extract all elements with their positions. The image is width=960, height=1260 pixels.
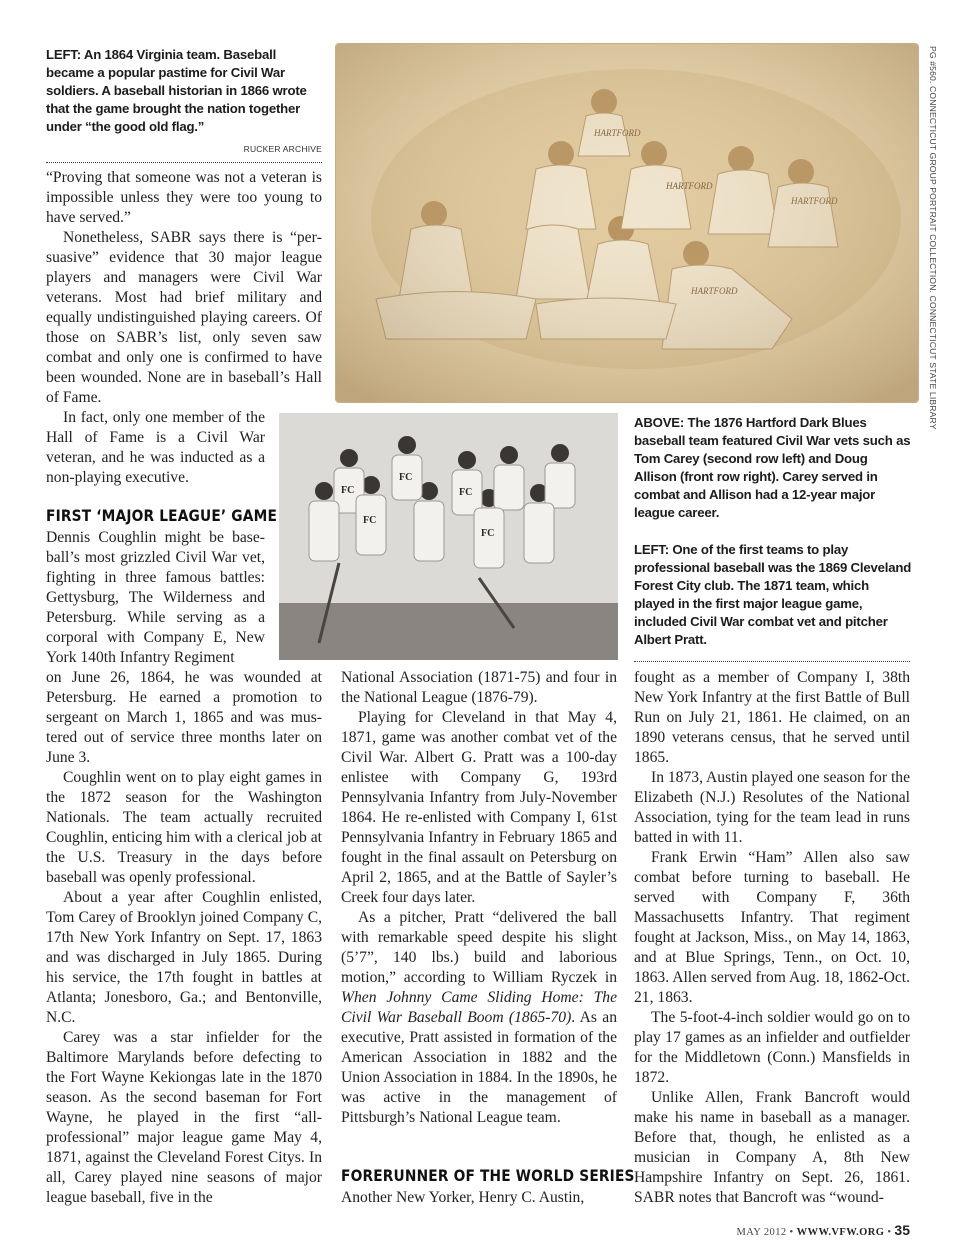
heading-forerunner-world-series: FORERUNNER OF THE WORLD SERIES (341, 1166, 635, 1185)
site-url[interactable]: WWW.VFW.ORG (796, 1227, 885, 1238)
cleveland-photo-art (279, 413, 618, 660)
jersey-monogram: FC (341, 485, 355, 496)
paragraph: Another New Yorker, Henry C. Austin, (341, 1189, 585, 1206)
paragraph: on June 26, 1864, he was wounded at Petersburg. He earned a promotion to sergeant on March 1, 1865 and was mustered out of service three months later on June 3. (46, 669, 322, 766)
caption-cleveland: LEFT: One of the first teams to play professional baseball was the 1869 Cleveland Forest City club. The 1871 team, which played in the first major league game, included Civil War combat vet and pitcher Albert Pratt. (634, 542, 912, 647)
paragraph: Playing for Cleveland in that May 4, 1871, game was another combat vet of the Civil War. Albert G. Pratt was a 100-day enlistee with Company G, 193rd Pennsylvania Infantry from July-November 1864. He re-enlisted with Company I, 61st Pennsylvania Infantry in February 1865 and fought in the final assault on Petersburg on April 2, 1865, and at the Battle of Sayler’s Creek four days later. (341, 709, 617, 906)
cleveland-team-photo (279, 413, 618, 660)
page-number: 35 (894, 1222, 910, 1238)
paragraph: The 5-foot-4-inch soldier would go on to play 17 games as an infielder and outfielder for the Middletown (Conn.) Mansfields in 1872. (634, 1009, 910, 1086)
jersey-monogram: FC (363, 515, 377, 526)
caption-1864-virginia (46, 46, 326, 136)
paragraph: In fact, only one member of the Hall of Fame is a Civil War veteran, and he was inducted as a non-playing executive. (46, 409, 265, 486)
paragraph: Nonetheless, SABR says there is “persuasive” evidence that 30 major league players and managers were Civil War veterans. Most had brief military and equally undistinguished playing careers. Of those on SABR’s list, only seven saw combat and only one is confirmed to have been wounded. None are in baseball’s Hall of Fame. (46, 229, 322, 406)
photo-credit: RUCKER ARCHIVE (243, 144, 322, 154)
paragraph: Frank Erwin “Ham” Allen also saw combat before turning to baseball. He served with Company F, 36th Massachusetts Infantry. That regiment fought at Jackson, Miss., on May 14, 1863, and at Blue Springs, Tenn., on Oct. 10, 1863. Allen served from Aug. 18, 1862-Oct. 21, 1863. (634, 849, 910, 1006)
jersey-monogram: FC (459, 487, 473, 498)
paragraph: “Proving that someone was not a veteran is impossible unless they were too young to have served.” (46, 169, 322, 226)
separator: • (789, 1227, 794, 1238)
column-2-bottom (341, 1188, 617, 1208)
paragraph: About a year after Coughlin enlisted, Tom Carey of Brooklyn joined Company C, 17th New York Infantry on Sept. 17, 1863 and was discharged in July 1865. During his service, the 17th fought in battles at Atlanta; Jonesboro, Ga.; and Bentonville, N.C. (46, 889, 322, 1026)
book-title: When Johnny Came Sliding Home: The Civil War Baseball Boom (1865-70) (341, 989, 617, 1026)
column-1-upper (46, 168, 322, 408)
column-1-lower (46, 668, 322, 1208)
paragraph: As a pitcher, Pratt “delivered the ball with remarkable speed despite his slight (5’7”, 140 lbs.) build and laborious motion,” according to William Ryczek in When Johnny Came Sliding Home: The Civil War Baseball Boom (1865-70). As an executive, Pratt assisted in formation of the American Association in 1882 and the Union Association in 1884. In the 1890s, he was active in the management of Pittsburgh’s National League team. (341, 909, 617, 1126)
paragraph: Dennis Coughlin might be baseball’s most grizzled Civil War vet, fighting in three famous battles: Gettysburg, The Wilderness and Petersburg. While serving as a corporal with Company E, New York 140th Infantry Regiment (46, 529, 265, 666)
separator: • (887, 1227, 892, 1238)
caption-text: LEFT: An 1864 Virginia team. Baseball became a popular pastime for Civil War soldiers. A baseball historian in 1866 wrote that the game brought the nation together under “the good old flag.” (46, 47, 307, 134)
side-photo-credit (925, 46, 939, 430)
column-1-beside-photo (46, 408, 265, 488)
column-3 (634, 668, 910, 1208)
issue-date: MAY 2012 (736, 1227, 787, 1238)
paragraph: fought as a member of Company I, 38th New York Infantry at the first Battle of Bull Run on July 21, 1861. He claimed, on an 1890 veterans census, that he served until 1865. (634, 669, 910, 766)
jersey-monogram: FC (399, 472, 413, 483)
divider (634, 661, 910, 662)
divider (46, 162, 322, 163)
column-1-beside-photo (46, 528, 265, 668)
paragraph: Coughlin went on to play eight games in the 1872 season for the Washington Nationals. The team actually recruited Coughlin, enticing him with a clerical job at the U.S. Treasury in the days before baseball was openly professional. (46, 769, 322, 886)
caption-hartford: ABOVE: The 1876 Hartford Dark Blues baseball team featured Civil War vets such as Tom Carey (second row left) and Doug Allison (front row right). Carey served in combat and Allison had a 12-year major league career. (634, 415, 911, 520)
jersey-monogram: FC (481, 528, 495, 539)
heading-first-major-league-game: FIRST ‘MAJOR LEAGUE’ GAME (46, 506, 278, 525)
page-footer (737, 1222, 910, 1238)
paragraph: In 1873, Austin played one season for the Elizabeth (N.J.) Resolutes of the National Association, tying for the team lead in runs batted in with 11. (634, 769, 910, 846)
side-credit-text: PG #560. CONNECTICUT GROUP PORTRAIT COLLECTION. CONNECTICUT STATE LIBRARY (928, 46, 938, 430)
paragraph: Carey was a star infielder for the Baltimore Marylands before defecting to the Fort Wayne Kekiongas late in the 1870 season. As the second baseman for Fort Wayne, he played in the first “all-professional” major league game May 4, 1871, against the Cleveland Forest Citys. In all, Carey played nine seasons of major league baseball, five in the (46, 1029, 322, 1206)
hartford-photo-art (336, 44, 918, 402)
column-2 (341, 668, 617, 1128)
hartford-team-photo (336, 44, 918, 402)
paragraph: National Association (1871-75) and four in the National League (1876-79). (341, 669, 617, 706)
paragraph: Unlike Allen, Frank Bancroft would make his name in baseball as a manager. Before that, though, he enlisted as a musician in Company A, 8th New Hampshire Infantry on Sept. 26, 1861. SABR notes that Bancroft was “wound- (634, 1089, 910, 1206)
